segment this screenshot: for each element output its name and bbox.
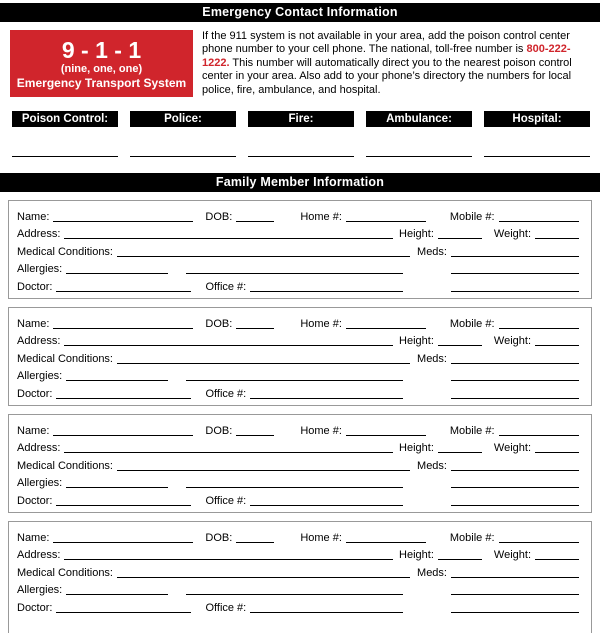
doctor-label: Doctor: — [17, 387, 53, 400]
doctor-label: Doctor: — [17, 280, 53, 293]
member-row-name — [17, 527, 579, 545]
office-phone-label: Office #: — [205, 280, 247, 293]
medical-conditions-group — [17, 566, 447, 580]
weight-label: Weight: — [493, 442, 531, 455]
allergies-fill-line-1 — [66, 273, 168, 274]
address-label: Address: — [17, 335, 61, 348]
family-member-block — [8, 307, 592, 406]
home-phone-fill-line — [346, 435, 426, 436]
mobile-phone-label: Mobile #: — [449, 531, 495, 544]
family-member-banner — [0, 173, 600, 192]
nine-one-one-caption: Emergency Transport System — [16, 75, 187, 90]
mobile-phone-fill-line — [499, 435, 579, 436]
height-label: Height: — [399, 549, 434, 562]
name-label: Name: — [17, 317, 50, 330]
doctor-fill-line — [56, 291, 191, 292]
allergies-fill-line-1 — [66, 380, 168, 381]
dob-label: DOB: — [205, 424, 233, 437]
dob-label: DOB: — [205, 317, 233, 330]
dob-fill-line — [236, 435, 274, 436]
nine-one-one-box — [10, 30, 193, 97]
member-row-allergies — [17, 580, 579, 598]
height-fill-line — [438, 238, 482, 239]
allergies-group — [17, 369, 447, 383]
medical-conditions-fill-line — [117, 470, 410, 471]
contact-lines-row — [12, 156, 590, 157]
weight-label: Weight: — [493, 549, 531, 562]
member-row-name — [17, 420, 579, 438]
weight-label: Weight: — [493, 228, 531, 241]
height-label: Height: — [399, 442, 434, 455]
height-label: Height: — [399, 335, 434, 348]
allergies-label: Allergies: — [17, 263, 63, 276]
doctor-group — [17, 494, 447, 508]
meds-fill-line — [451, 256, 579, 257]
allergies-label: Allergies: — [17, 370, 63, 383]
allergies-fill-line-1 — [66, 487, 168, 488]
member-row-allergies — [17, 259, 579, 277]
contact-label-poison-control: Poison Control: — [12, 111, 118, 127]
allergies-fill-line-2 — [186, 273, 403, 274]
meds-fill-line — [451, 470, 579, 471]
paragraph-text-after: This number will automatically direct you to the nearest poison control center in your area. Also add to your phone’s directory the numbers for local police, fire, ambulance, and hospital. — [202, 56, 572, 96]
emergency-info-section — [10, 30, 592, 97]
family-member-block — [8, 414, 592, 513]
office-phone-fill-line — [250, 398, 403, 399]
police-fill-line — [130, 156, 236, 157]
height-fill-line — [438, 345, 482, 346]
medical-conditions-group — [17, 245, 447, 259]
meds-extra-fill-line-1 — [451, 380, 579, 381]
home-phone-fill-line — [346, 221, 426, 222]
allergies-group — [17, 476, 447, 490]
home-phone-fill-line — [346, 542, 426, 543]
doctor-label: Doctor: — [17, 494, 53, 507]
height-fill-line — [438, 452, 482, 453]
medical-conditions-label: Medical Conditions: — [17, 352, 113, 365]
weight-fill-line — [535, 559, 579, 560]
meds-label: Meds: — [417, 459, 447, 472]
meds-label: Meds: — [417, 566, 447, 579]
poison-control-phone-number: 800-222-1222. — [202, 43, 571, 69]
mobile-phone-label: Mobile #: — [449, 210, 495, 223]
member-row-address — [17, 224, 579, 242]
address-label: Address: — [17, 442, 61, 455]
contact-label-hospital: Hospital: — [484, 111, 590, 127]
allergies-fill-line-1 — [66, 594, 168, 595]
member-row-address — [17, 438, 579, 456]
name-label: Name: — [17, 531, 50, 544]
address-label: Address: — [17, 228, 61, 241]
address-label: Address: — [17, 549, 61, 562]
weight-fill-line — [535, 452, 579, 453]
allergies-label: Allergies: — [17, 584, 63, 597]
member-row-name — [17, 206, 579, 224]
contact-labels-row — [12, 111, 590, 127]
doctor-group — [17, 280, 447, 294]
doctor-group — [17, 387, 447, 401]
office-phone-fill-line — [250, 291, 403, 292]
hospital-fill-line — [484, 156, 590, 157]
allergies-fill-line-2 — [186, 487, 403, 488]
allergies-group — [17, 262, 447, 276]
address-fill-line — [64, 452, 393, 453]
emergency-contact-banner-title: Emergency Contact Information — [202, 5, 398, 19]
mobile-phone-label: Mobile #: — [449, 424, 495, 437]
member-row-address — [17, 545, 579, 563]
dob-fill-line — [236, 328, 274, 329]
doctor-fill-line — [56, 505, 191, 506]
meds-label: Meds: — [417, 245, 447, 258]
allergies-fill-line-2 — [186, 380, 403, 381]
medical-conditions-fill-line — [117, 577, 410, 578]
allergies-fill-line-2 — [186, 594, 403, 595]
meds-extra-fill-line-1 — [451, 594, 579, 595]
ambulance-fill-line — [366, 156, 472, 157]
doctor-fill-line — [56, 398, 191, 399]
name-fill-line — [53, 221, 193, 222]
name-label: Name: — [17, 210, 50, 223]
member-row-allergies — [17, 473, 579, 491]
medical-conditions-fill-line — [117, 256, 410, 257]
home-phone-label: Home #: — [300, 317, 342, 330]
member-row-address — [17, 331, 579, 349]
meds-extra-fill-line-2 — [451, 612, 579, 613]
emergency-contact-form — [0, 3, 600, 633]
poison-control-paragraph — [202, 30, 592, 97]
home-phone-label: Home #: — [300, 210, 342, 223]
home-phone-fill-line — [346, 328, 426, 329]
emergency-contact-banner — [0, 3, 600, 22]
dob-label: DOB: — [205, 210, 233, 223]
home-phone-label: Home #: — [300, 531, 342, 544]
allergies-label: Allergies: — [17, 477, 63, 490]
dob-label: DOB: — [205, 531, 233, 544]
address-fill-line — [64, 345, 393, 346]
meds-fill-line — [451, 577, 579, 578]
name-fill-line — [53, 435, 193, 436]
family-member-block — [8, 200, 592, 299]
home-phone-label: Home #: — [300, 424, 342, 437]
medical-conditions-group — [17, 459, 447, 473]
contact-label-ambulance: Ambulance: — [366, 111, 472, 127]
family-members-list — [8, 200, 592, 633]
weight-fill-line — [535, 238, 579, 239]
member-row-doctor — [17, 276, 579, 294]
meds-fill-line — [451, 363, 579, 364]
medical-conditions-group — [17, 352, 447, 366]
member-row-doctor — [17, 597, 579, 615]
mobile-phone-fill-line — [499, 328, 579, 329]
member-row-medical — [17, 455, 579, 473]
office-phone-fill-line — [250, 612, 403, 613]
allergies-group — [17, 583, 447, 597]
meds-extra-fill-line-2 — [451, 505, 579, 506]
meds-extra-fill-line-2 — [451, 291, 579, 292]
member-row-doctor — [17, 490, 579, 508]
name-fill-line — [53, 328, 193, 329]
member-row-medical — [17, 562, 579, 580]
member-row-medical — [17, 348, 579, 366]
office-phone-label: Office #: — [205, 387, 247, 400]
office-phone-fill-line — [250, 505, 403, 506]
mobile-phone-label: Mobile #: — [449, 317, 495, 330]
weight-label: Weight: — [493, 335, 531, 348]
address-fill-line — [64, 238, 393, 239]
member-row-allergies — [17, 366, 579, 384]
dob-fill-line — [236, 221, 274, 222]
contact-label-fire: Fire: — [248, 111, 354, 127]
name-fill-line — [53, 542, 193, 543]
doctor-group — [17, 601, 447, 615]
family-member-block — [8, 521, 592, 633]
height-fill-line — [438, 559, 482, 560]
name-label: Name: — [17, 424, 50, 437]
medical-conditions-label: Medical Conditions: — [17, 459, 113, 472]
paragraph-text-before: If the 911 system is not available in your area, add the poison control center phone number to your cell phone. The national, toll-free number is — [202, 30, 570, 56]
mobile-phone-fill-line — [499, 542, 579, 543]
weight-fill-line — [535, 345, 579, 346]
meds-extra-fill-line-2 — [451, 398, 579, 399]
office-phone-label: Office #: — [205, 601, 247, 614]
mobile-phone-fill-line — [499, 221, 579, 222]
meds-label: Meds: — [417, 352, 447, 365]
doctor-label: Doctor: — [17, 601, 53, 614]
poison-control-fill-line — [12, 156, 118, 157]
medical-conditions-fill-line — [117, 363, 410, 364]
nine-one-one-number: 9 - 1 - 1 — [61, 36, 142, 63]
meds-extra-fill-line-1 — [451, 273, 579, 274]
member-row-doctor — [17, 383, 579, 401]
contact-label-police: Police: — [130, 111, 236, 127]
dob-fill-line — [236, 542, 274, 543]
fire-fill-line — [248, 156, 354, 157]
medical-conditions-label: Medical Conditions: — [17, 245, 113, 258]
office-phone-label: Office #: — [205, 494, 247, 507]
member-row-medical — [17, 241, 579, 259]
doctor-fill-line — [56, 612, 191, 613]
member-row-name — [17, 313, 579, 331]
meds-extra-fill-line-1 — [451, 487, 579, 488]
height-label: Height: — [399, 228, 434, 241]
nine-one-one-subtitle: (nine, one, one) — [60, 62, 143, 75]
medical-conditions-label: Medical Conditions: — [17, 566, 113, 579]
family-member-banner-title: Family Member Information — [215, 175, 385, 190]
address-fill-line — [64, 559, 393, 560]
